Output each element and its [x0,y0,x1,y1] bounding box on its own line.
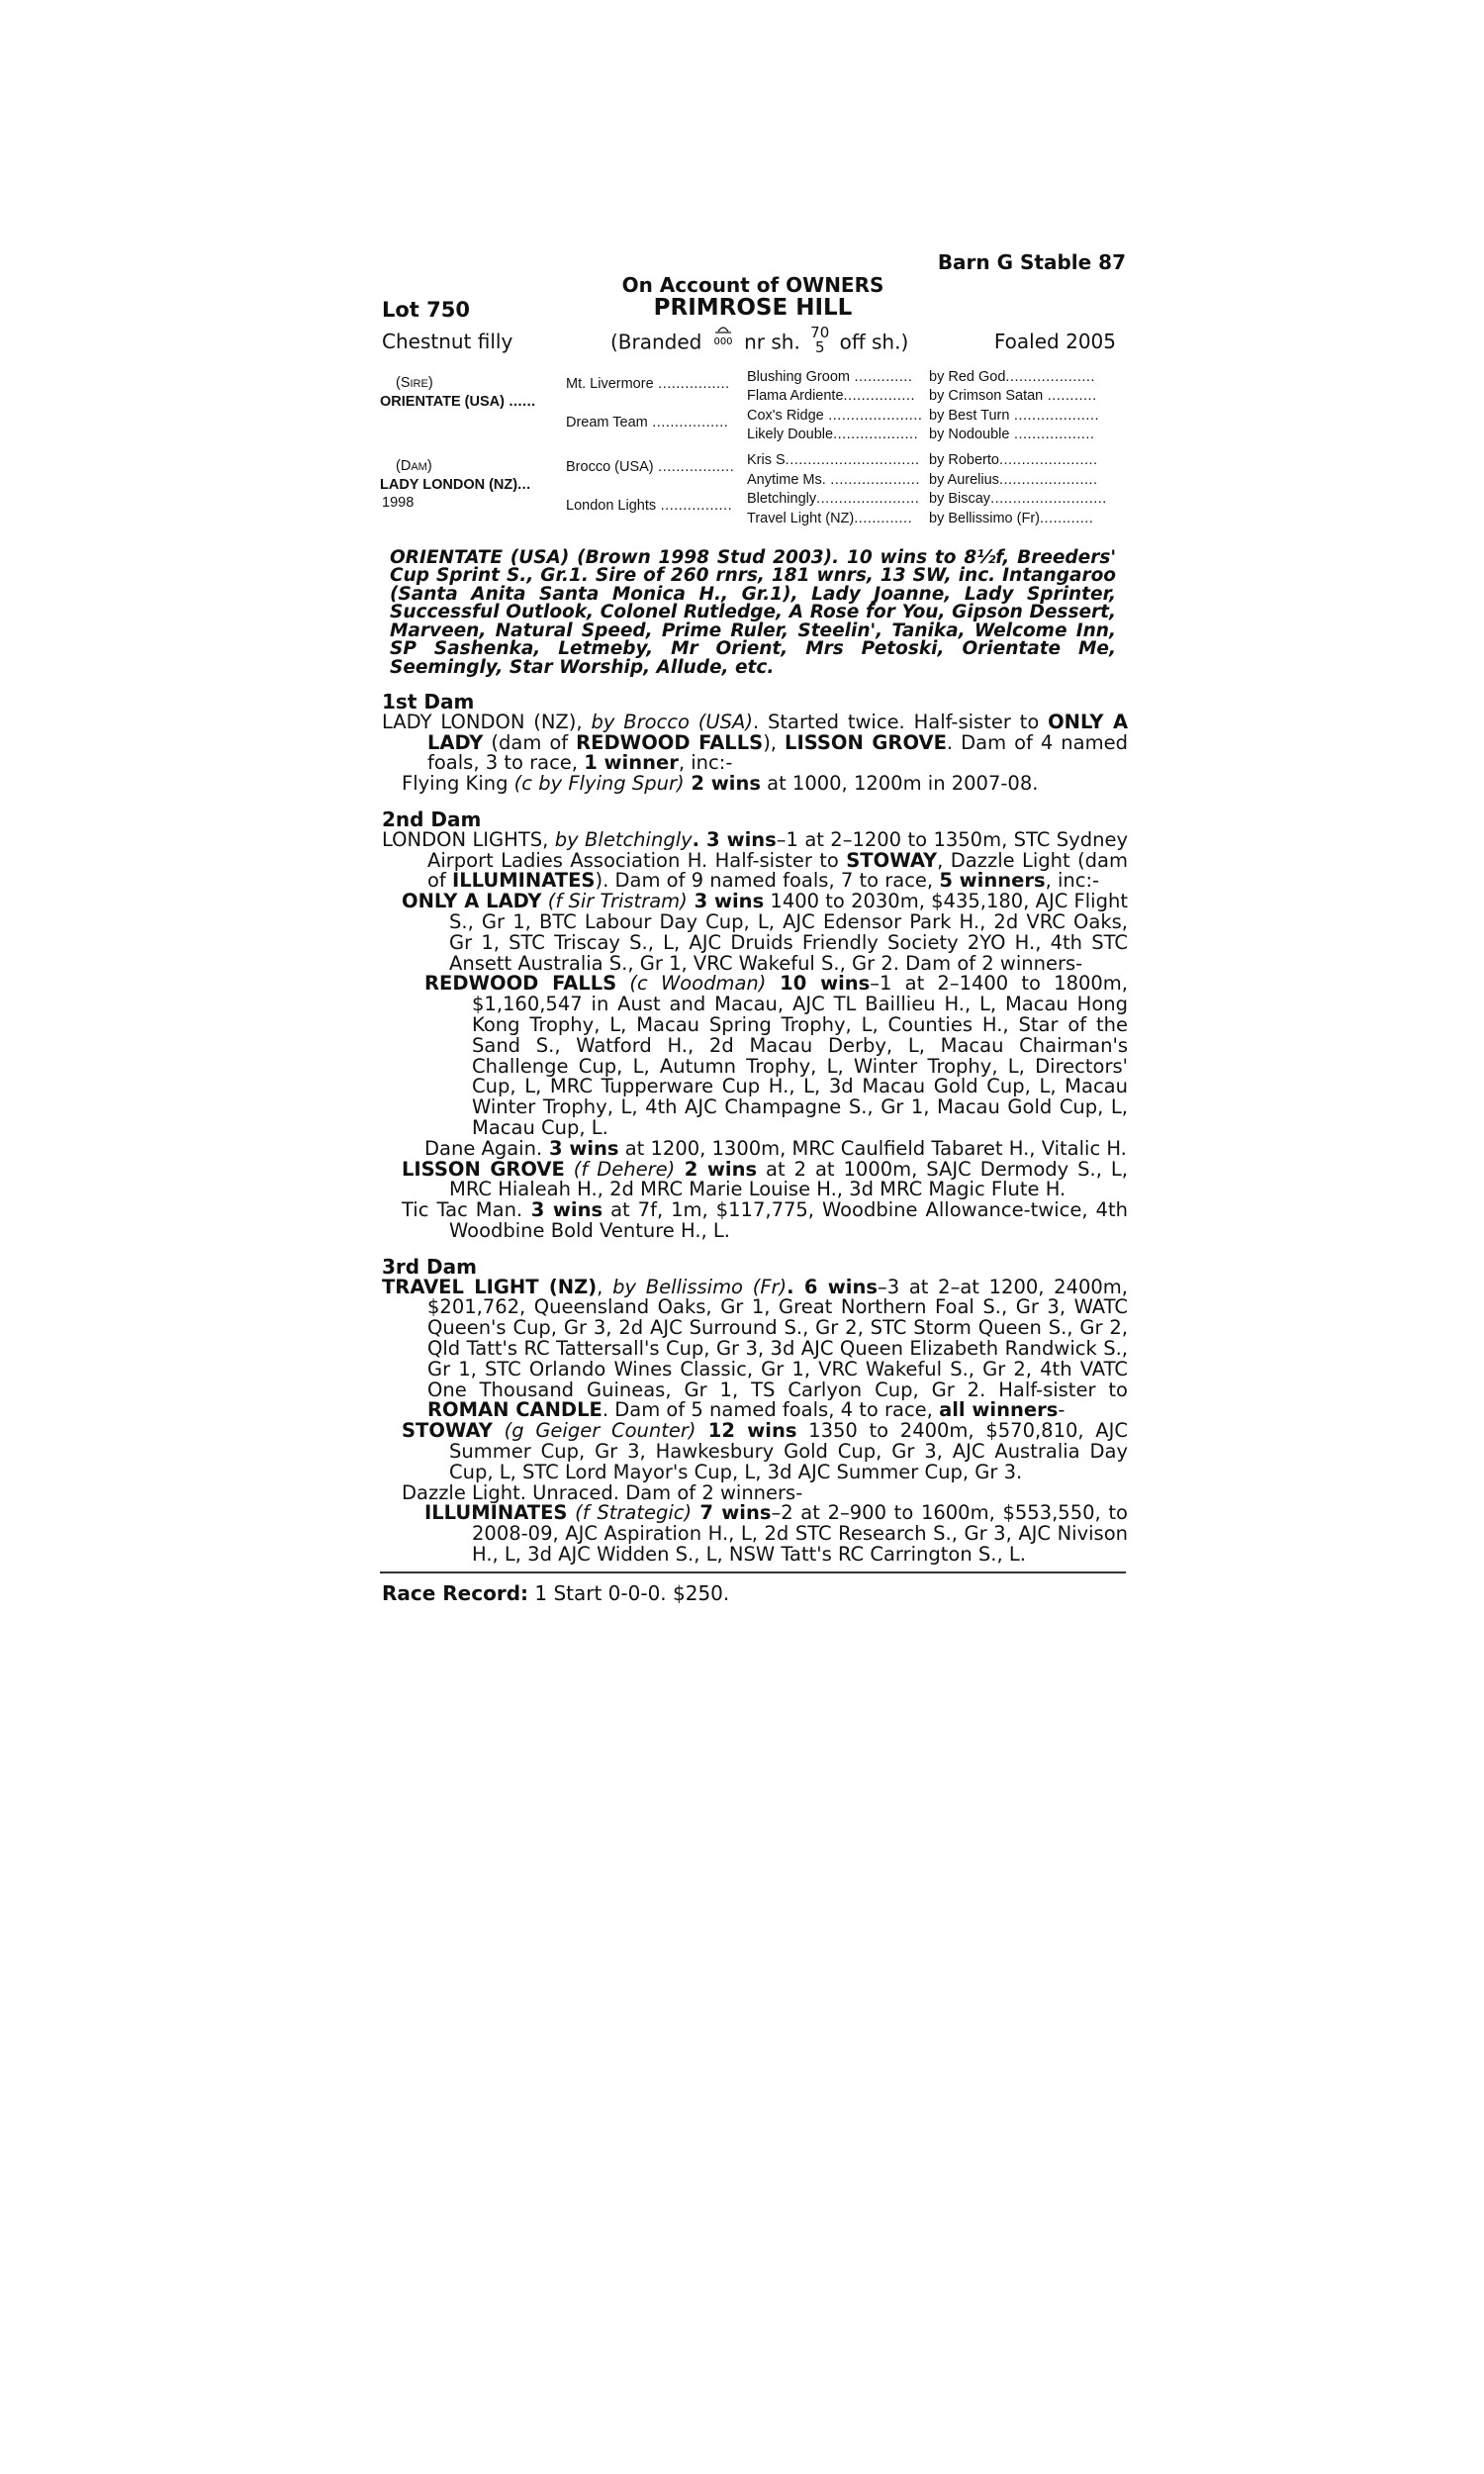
pedigree-table [378,367,1128,535]
gen4-6: by Aurelius...................... [929,471,1098,488]
gen4-3: by Best Turn ................... [929,407,1099,424]
sire-dam: Dream Team ................. [566,414,729,430]
dam3-foal-stoway: STOWAY (g Geiger Counter) 12 wins 1350 to 2400m, $570,810, AJC Summer Cup, Gr 3, Hawkesbury Gold Cup, Gr 3, AJC Australia Day Cup, L, STC Lord Mayor's Cup, L, 3d AJC Summer Cup, Gr 3. [402,1419,1129,1483]
dam1-entry: LADY LONDON (NZ), by Brocco (USA). Started twice. Half-sister to ONLY A LADY (dam of REDWOOD FALLS), LISSON GROVE. Dam of 4 named foals, 3 to race, 1 winner, inc:- [382,710,1129,775]
sex-colour: Chestnut filly [382,329,513,353]
gen3-7: Bletchingly....................... [747,490,920,507]
sire-label: (SIRE) [396,374,433,391]
dam2-foal-lisson-grove: LISSON GROVE (f Dehere) 2 wins at 2 at 1000m, SAJC Dermody S., L, MRC Hialeah H., 2d MRC Marie Louise H., 3d MRC Magic Flute H. [402,1157,1128,1201]
gen3-1: Blushing Groom ............. [747,368,913,385]
brand-fraction: 70 5 [810,323,830,356]
dam-sire: Brocco (USA) ................. [566,458,735,475]
dam-label: (DAM) [396,457,432,474]
dam2-entry: LONDON LIGHTS, by Bletchingly. 3 wins–1 at 2–1200 to 1350m, STC Sydney Airport Ladies Association H. Half-sister to STOWAY, Dazzle Light (dam of ILLUMINATES). Dam of 9 named foals, 7 to race, 5 winners, inc:- [382,827,1128,893]
foaled-year: Foaled 2005 [993,329,1116,353]
dam3-entry: TRAVEL LIGHT (NZ), by Bellissimo (Fr). 6 wins–3 at 2–at 1200, 2400m, $201,762, Queensland Oaks, Gr 1, Great Northern Foal S., Gr 3, WATC Queen's Cup, Gr 3, 2d AJC Surround S., Gr 2, STC Storm Queen S., Gr 2, Qld Tatt's RC Tattersall's Cup, Gr 3, 3d AJC Queen Elizabeth Randwick S., Gr 1, STC Orlando Wines Classic, Gr 1, VRC Wakeful S., Gr 2, 4th VATC One Thousand Guineas, Gr 1, TS Carlyon Cup, Gr 2. Half-sister to ROMAN CANDLE. Dam of 5 named foals, 4 to race, all winners- [382,1275,1128,1422]
dam3-grandfoal-illuminates: ILLUMINATES (f Strategic) 7 wins–2 at 2–900 to 1600m, $553,550, to 2008-09, AJC Aspiration H., L, 2d STC Research S., Gr 3, AJC Nivison H., L, 3d AJC Widden S., L, NSW Tatt's RC Carrington S., L. [424,1501,1128,1566]
gen3-2: Flama Ardiente................ [747,387,915,404]
gen4-5: by Roberto...................... [929,451,1098,468]
gen3-8: Travel Light (NZ)............. [747,510,913,526]
gen3-3: Cox's Ridge ..................... [747,407,923,424]
lot-number: Lot 750 [382,297,470,322]
svg-text:000: 000 [713,336,733,348]
dam2-grandfoal-dane-again: Dane Again. 3 wins at 1200, 1300m, MRC Caulfield Tabaret H., Vitalic H. [424,1136,1127,1160]
dam-year: 1998 [382,494,415,511]
dam3-heading: 3rd Dam [382,1254,477,1279]
horse-name: PRIMROSE HILL [653,294,853,321]
account-line: On Account of OWNERS [621,272,884,297]
sire-sire: Mt. Livermore ................ [566,375,730,392]
dam1-foal: Flying King (c by Flying Spur) 2 wins at 1000, 1200m in 2007-08. [402,772,1039,796]
details-row [378,323,1128,356]
barn-stable: Barn G Stable 87 [937,250,1126,274]
catalogue-page [378,252,1128,1604]
gen4-2: by Crimson Satan ........... [929,387,1097,404]
gen4-7: by Biscay.......................... [929,490,1107,507]
brand-mark-icon [712,324,734,354]
gen3-5: Kris S.............................. [747,451,920,468]
dam3-foal-dazzle-light: Dazzle Light. Unraced. Dam of 2 winners- [402,1480,803,1504]
gen3-6: Anytime Ms. .................... [747,471,920,488]
divider [380,1571,1126,1573]
gen4-1: by Red God.................... [929,368,1095,385]
dam2-heading: 2nd Dam [382,808,482,832]
dam-dam: London Lights ................ [566,497,733,514]
dam2-grandfoal-redwood-falls: REDWOOD FALLS (c Woodman) 10 wins–1 at 2–1400 to 1800m, $1,160,547 in Aust and Macau, AJC TL Baillieu H., L, Macau Hong Kong Trophy, L, Macau Spring Trophy, L, Counties H., Star of the Sand S., Watford H., 2d Macau Derby, L, Macau Chairman's Challenge Cup, L, Autumn Trophy, L, Winter Trophy, L, Directors' Cup, L, MRC Tupperware Cup H., L, 3d Macau Gold Cup, L, Macau Winter Trophy, L, 4th AJC Champagne S., Gr 1, Macau Gold Cup, L, Macau Cup, L. [424,972,1129,1140]
lot-row [378,294,1128,326]
sire-name: ORIENTATE (USA) ...... [380,393,536,410]
dam-name: LADY LONDON (NZ)... [380,476,531,493]
gen4-8: by Bellissimo (Fr)............ [929,510,1094,526]
brand-info: (Branded 000 nr sh. 70 5 off sh.) [610,323,909,356]
gen4-4: by Nodouble .................. [929,426,1095,442]
sire-summary: ORIENTATE (USA) (Brown 1998 Stud 2003). 10 wins to 8½f, Breeders' Cup Sprint S., Gr.1. Sire of 260 rnrs, 181 wnrs, 13 SW, inc. Intangaroo (Santa Anita Santa Monica H., Gr.1), Lady Joanne, Lady Sprinter, Successful Outlook, Colonel Rutledge, A Rose for You, Gipson Dessert, Marveen, Natural Speed, Prime Ruler, Steelin', Tanika, Welcome Inn, SP Sashenka, Letmeby, Mr Orient, Mrs Petoski, Orientate Me, Seemingly, Star Worship, Allude, etc. [390,546,1116,678]
race-record: Race Record: 1 Start 0-0-0. $250. [382,1580,730,1605]
gen3-4: Likely Double................... [747,426,919,442]
dam1-heading: 1st Dam [382,690,475,714]
dam2-foal-tic-tac-man: Tic Tac Man. 3 wins at 7f, 1m, $117,775, Woodbine Allowance-twice, 4th Woodbine Bold Venture H., L. [402,1198,1128,1243]
dam2-foal-only-a-lady: ONLY A LADY (f Sir Tristram) 3 wins 1400 to 2030m, $435,180, AJC Flight S., Gr 1, BTC Labour Day Cup, L, AJC Edensor Park H., 2d VRC Oaks, Gr 1, STC Triscay S., L, AJC Druids Friendly Society 2YO H., 4th STC Ansett Australia S., Gr 1, VRC Wakeful S., Gr 2. Dam of 2 winners- [402,890,1128,975]
